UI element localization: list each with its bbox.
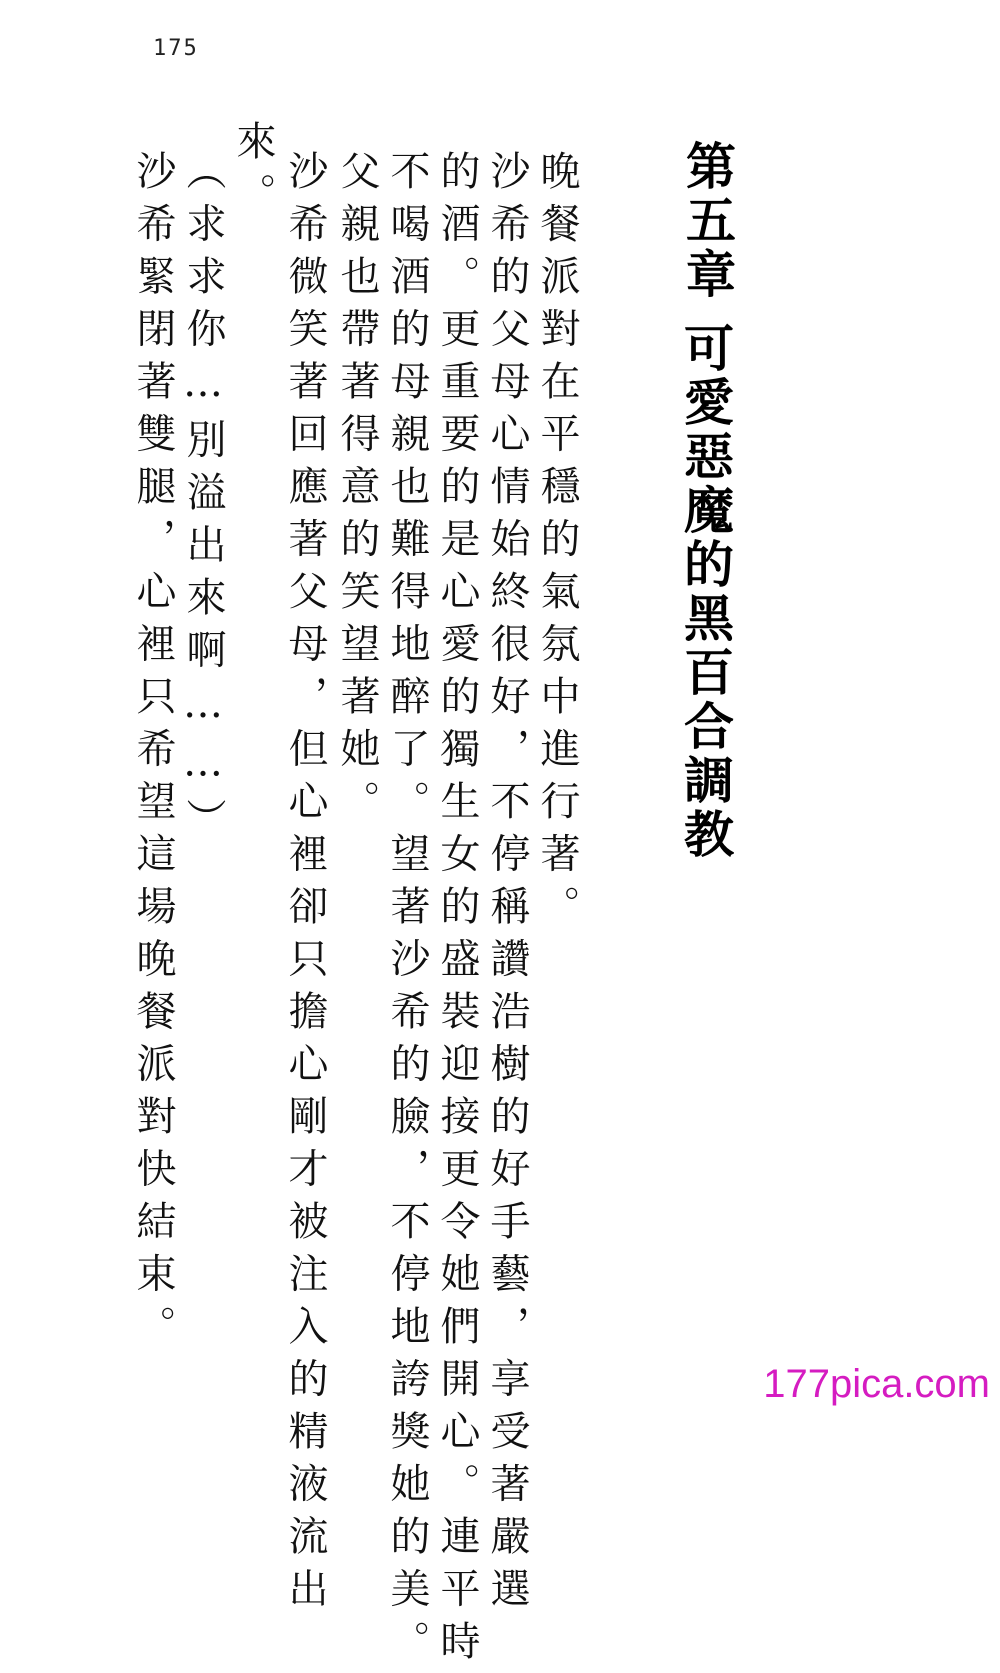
text-column-3: 的酒。更重要的是心愛的獨生女的盛裝迎接更令她們開心。連平時: [434, 150, 480, 1673]
chapter-title: 可愛惡魔的黑百合調教: [676, 322, 734, 862]
watermark-text: 177pica.com: [763, 1362, 990, 1406]
text-column-4: 不喝酒的母親也難得地醉了。望著沙希的臉，不停地誇獎她的美。: [384, 150, 430, 1673]
text-column-1: 晚餐派對在平穩的氣氛中進行著。: [534, 150, 580, 938]
text-column-2: 沙希的父母心情始終很好，不停稱讚浩樹的好手藝，享受著嚴選: [484, 150, 530, 1620]
text-column-8: （求求你…別溢出來啊……）: [180, 150, 226, 851]
page-number: 175: [153, 36, 199, 61]
text-column-9: 沙希緊閉著雙腿，心裡只希望這場晚餐派對快結束。: [130, 150, 176, 1358]
chapter-number: 第五章: [678, 140, 736, 302]
text-column-7: 來。: [230, 120, 276, 225]
text-column-6: 沙希微笑著回應著父母，但心裡卻只擔心剛才被注入的精液流出: [282, 150, 328, 1620]
text-column-5: 父親也帶著得意的笑望著她。: [334, 150, 380, 833]
